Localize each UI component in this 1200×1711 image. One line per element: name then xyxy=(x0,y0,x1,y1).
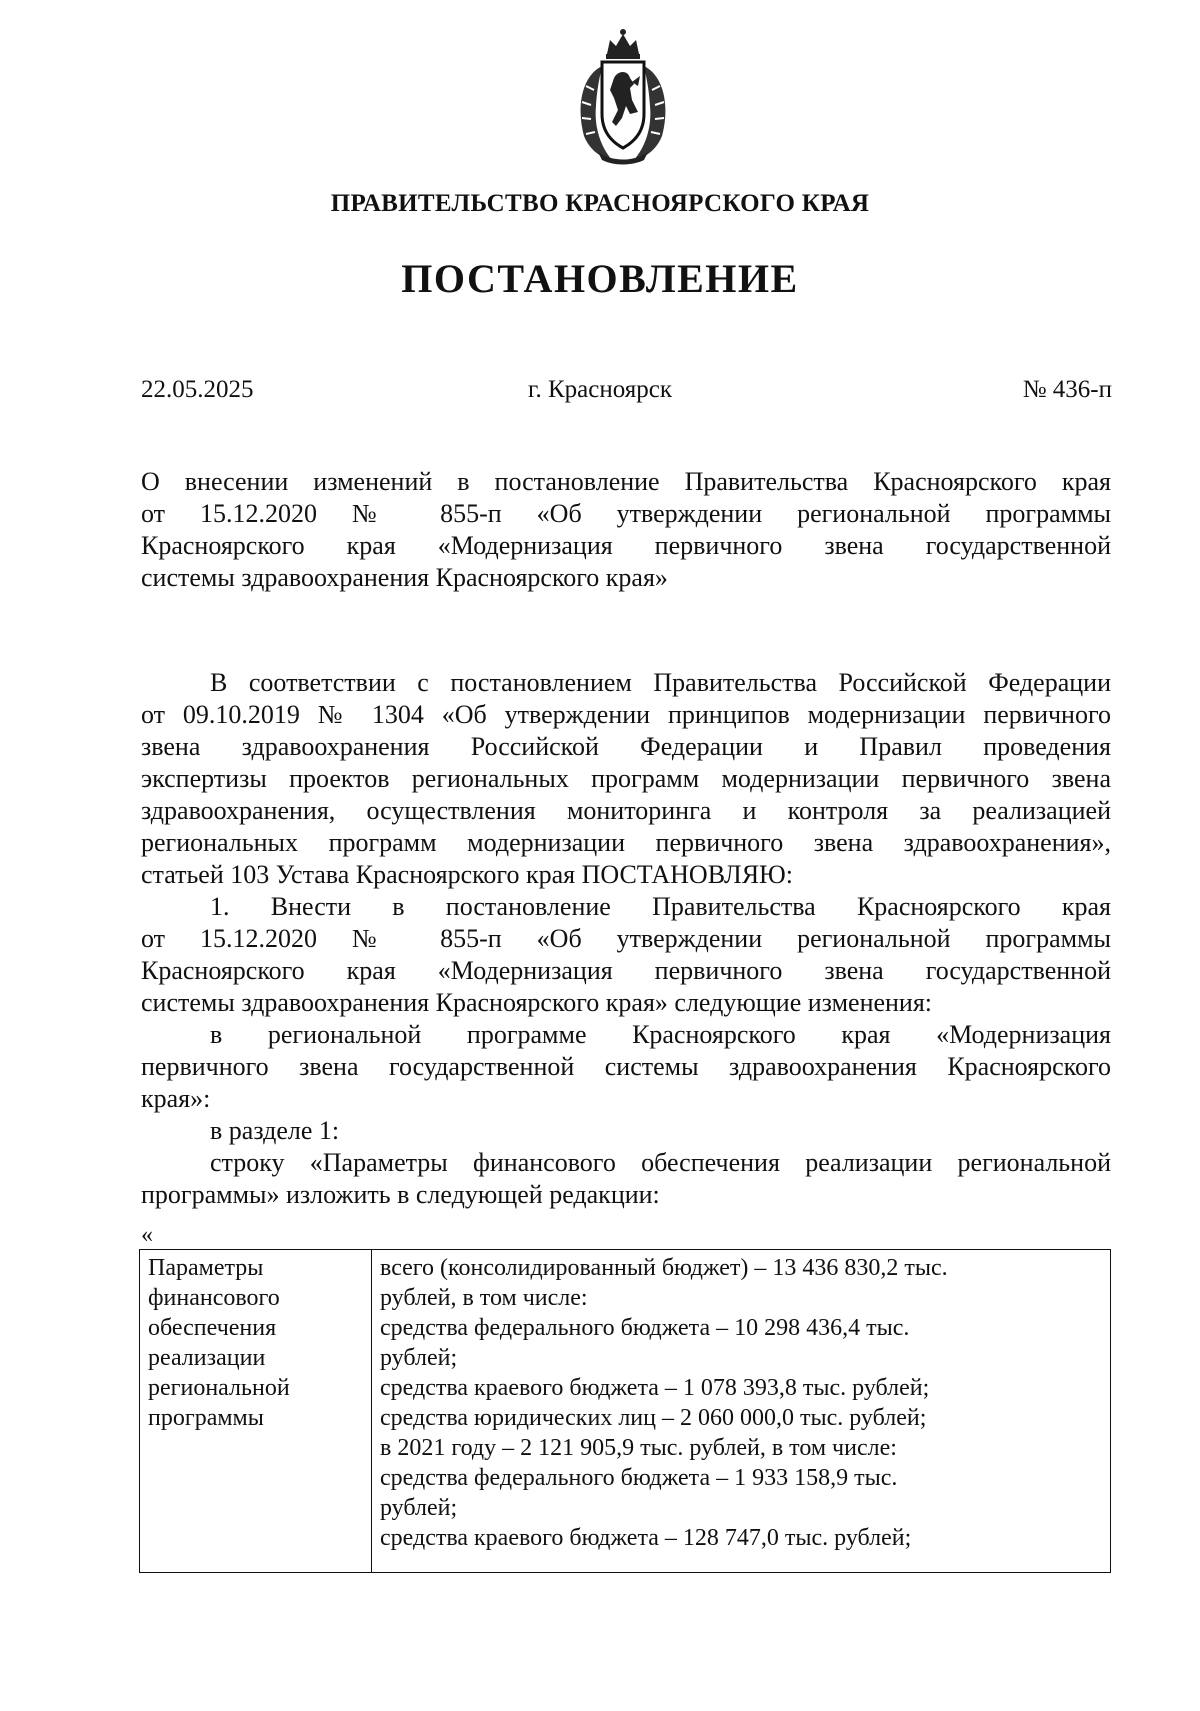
body-line: региональных программ модернизации первичного звена здравоохранения», xyxy=(141,828,1111,857)
value-line: всего (консолидированный бюджет) – 13 436 830,2 тыс. xyxy=(380,1255,948,1281)
value-line: рублей, в том числе: xyxy=(380,1285,588,1311)
value-line: в 2021 году – 2 121 905,9 тыс. рублей, в том числе: xyxy=(380,1435,897,1461)
body-line: от 15.12.2020 № 855-п «Об утверждении региональной программы xyxy=(141,924,1111,953)
label-line: реализации xyxy=(148,1345,266,1371)
value-line: рублей; xyxy=(380,1345,458,1371)
government-name: ПРАВИТЕЛЬСТВО КРАСНОЯРСКОГО КРАЯ xyxy=(330,190,870,217)
label-line: обеспечения xyxy=(148,1315,277,1341)
document-city: г. Красноярск xyxy=(528,376,672,403)
body-line: статьей 103 Устава Красноярского края ПОСТАНОВЛЯЮ: xyxy=(141,860,793,889)
body-line: 1. Внести в постановление Правительства Красноярского края xyxy=(210,892,1111,921)
value-line: средства федерального бюджета – 1 933 158,9 тыс. xyxy=(380,1465,898,1491)
title-line: Красноярского края «Модернизация первичного звена государственной xyxy=(141,531,1111,560)
body-line: первичного звена государственной системы здравоохранения Красноярского xyxy=(141,1052,1111,1081)
body-line: экспертизы проектов региональных программ модернизации первичного звена xyxy=(141,764,1111,793)
label-line: Параметры xyxy=(148,1255,264,1281)
document-body xyxy=(141,667,1111,1211)
document-title xyxy=(141,466,1111,594)
opening-quote: « xyxy=(141,1222,153,1248)
body-line: здравоохранения, осуществления мониторинга и контроля за реализацией xyxy=(141,796,1111,825)
body-line: программы» изложить в следующей редакции: xyxy=(141,1180,660,1209)
value-line: средства краевого бюджета – 128 747,0 тыс. рублей; xyxy=(380,1525,912,1551)
document-type: ПОСТАНОВЛЕНИЕ xyxy=(401,256,799,301)
financing-table xyxy=(139,1249,1111,1573)
label-line: программы xyxy=(148,1405,264,1431)
document-number: № 436-п xyxy=(1022,376,1112,403)
value-line: средства юридических лиц – 2 060 000,0 тыс. рублей; xyxy=(380,1405,927,1431)
label-line: региональной xyxy=(148,1375,290,1401)
body-line: от 09.10.2019 № 1304 «Об утверждении принципов модернизации первичного xyxy=(141,700,1111,729)
value-line: средства федерального бюджета – 10 298 436,4 тыс. xyxy=(380,1315,910,1341)
title-line: от 15.12.2020 № 855-п «Об утверждении региональной программы xyxy=(141,499,1111,528)
table-row xyxy=(140,1250,1111,1573)
body-line: строку «Параметры финансового обеспечения реализации региональной xyxy=(210,1148,1111,1177)
value-line: рублей; xyxy=(380,1495,458,1521)
body-line: звена здравоохранения Российской Федерации и Правил проведения xyxy=(141,732,1111,761)
table-label-cell xyxy=(140,1250,372,1573)
body-line: в разделе 1: xyxy=(210,1116,340,1145)
coat-of-arms-icon xyxy=(572,26,674,166)
body-line: В соответствии с постановлением Правительства Российской Федерации xyxy=(210,668,1111,697)
table-value-cell xyxy=(372,1250,1111,1573)
title-line: системы здравоохранения Красноярского края» xyxy=(141,563,668,592)
body-line: края»: xyxy=(141,1084,211,1113)
document-date: 22.05.2025 xyxy=(141,376,254,403)
body-line: в региональной программе Красноярского края «Модернизация xyxy=(210,1020,1111,1049)
value-line: средства краевого бюджета – 1 078 393,8 тыс. рублей; xyxy=(380,1375,930,1401)
body-line: системы здравоохранения Красноярского края» следующие изменения: xyxy=(141,988,933,1017)
title-line: О внесении изменений в постановление Правительства Красноярского края xyxy=(141,467,1111,496)
body-line: Красноярского края «Модернизация первичного звена государственной xyxy=(141,956,1111,985)
label-line: финансового xyxy=(148,1285,280,1311)
